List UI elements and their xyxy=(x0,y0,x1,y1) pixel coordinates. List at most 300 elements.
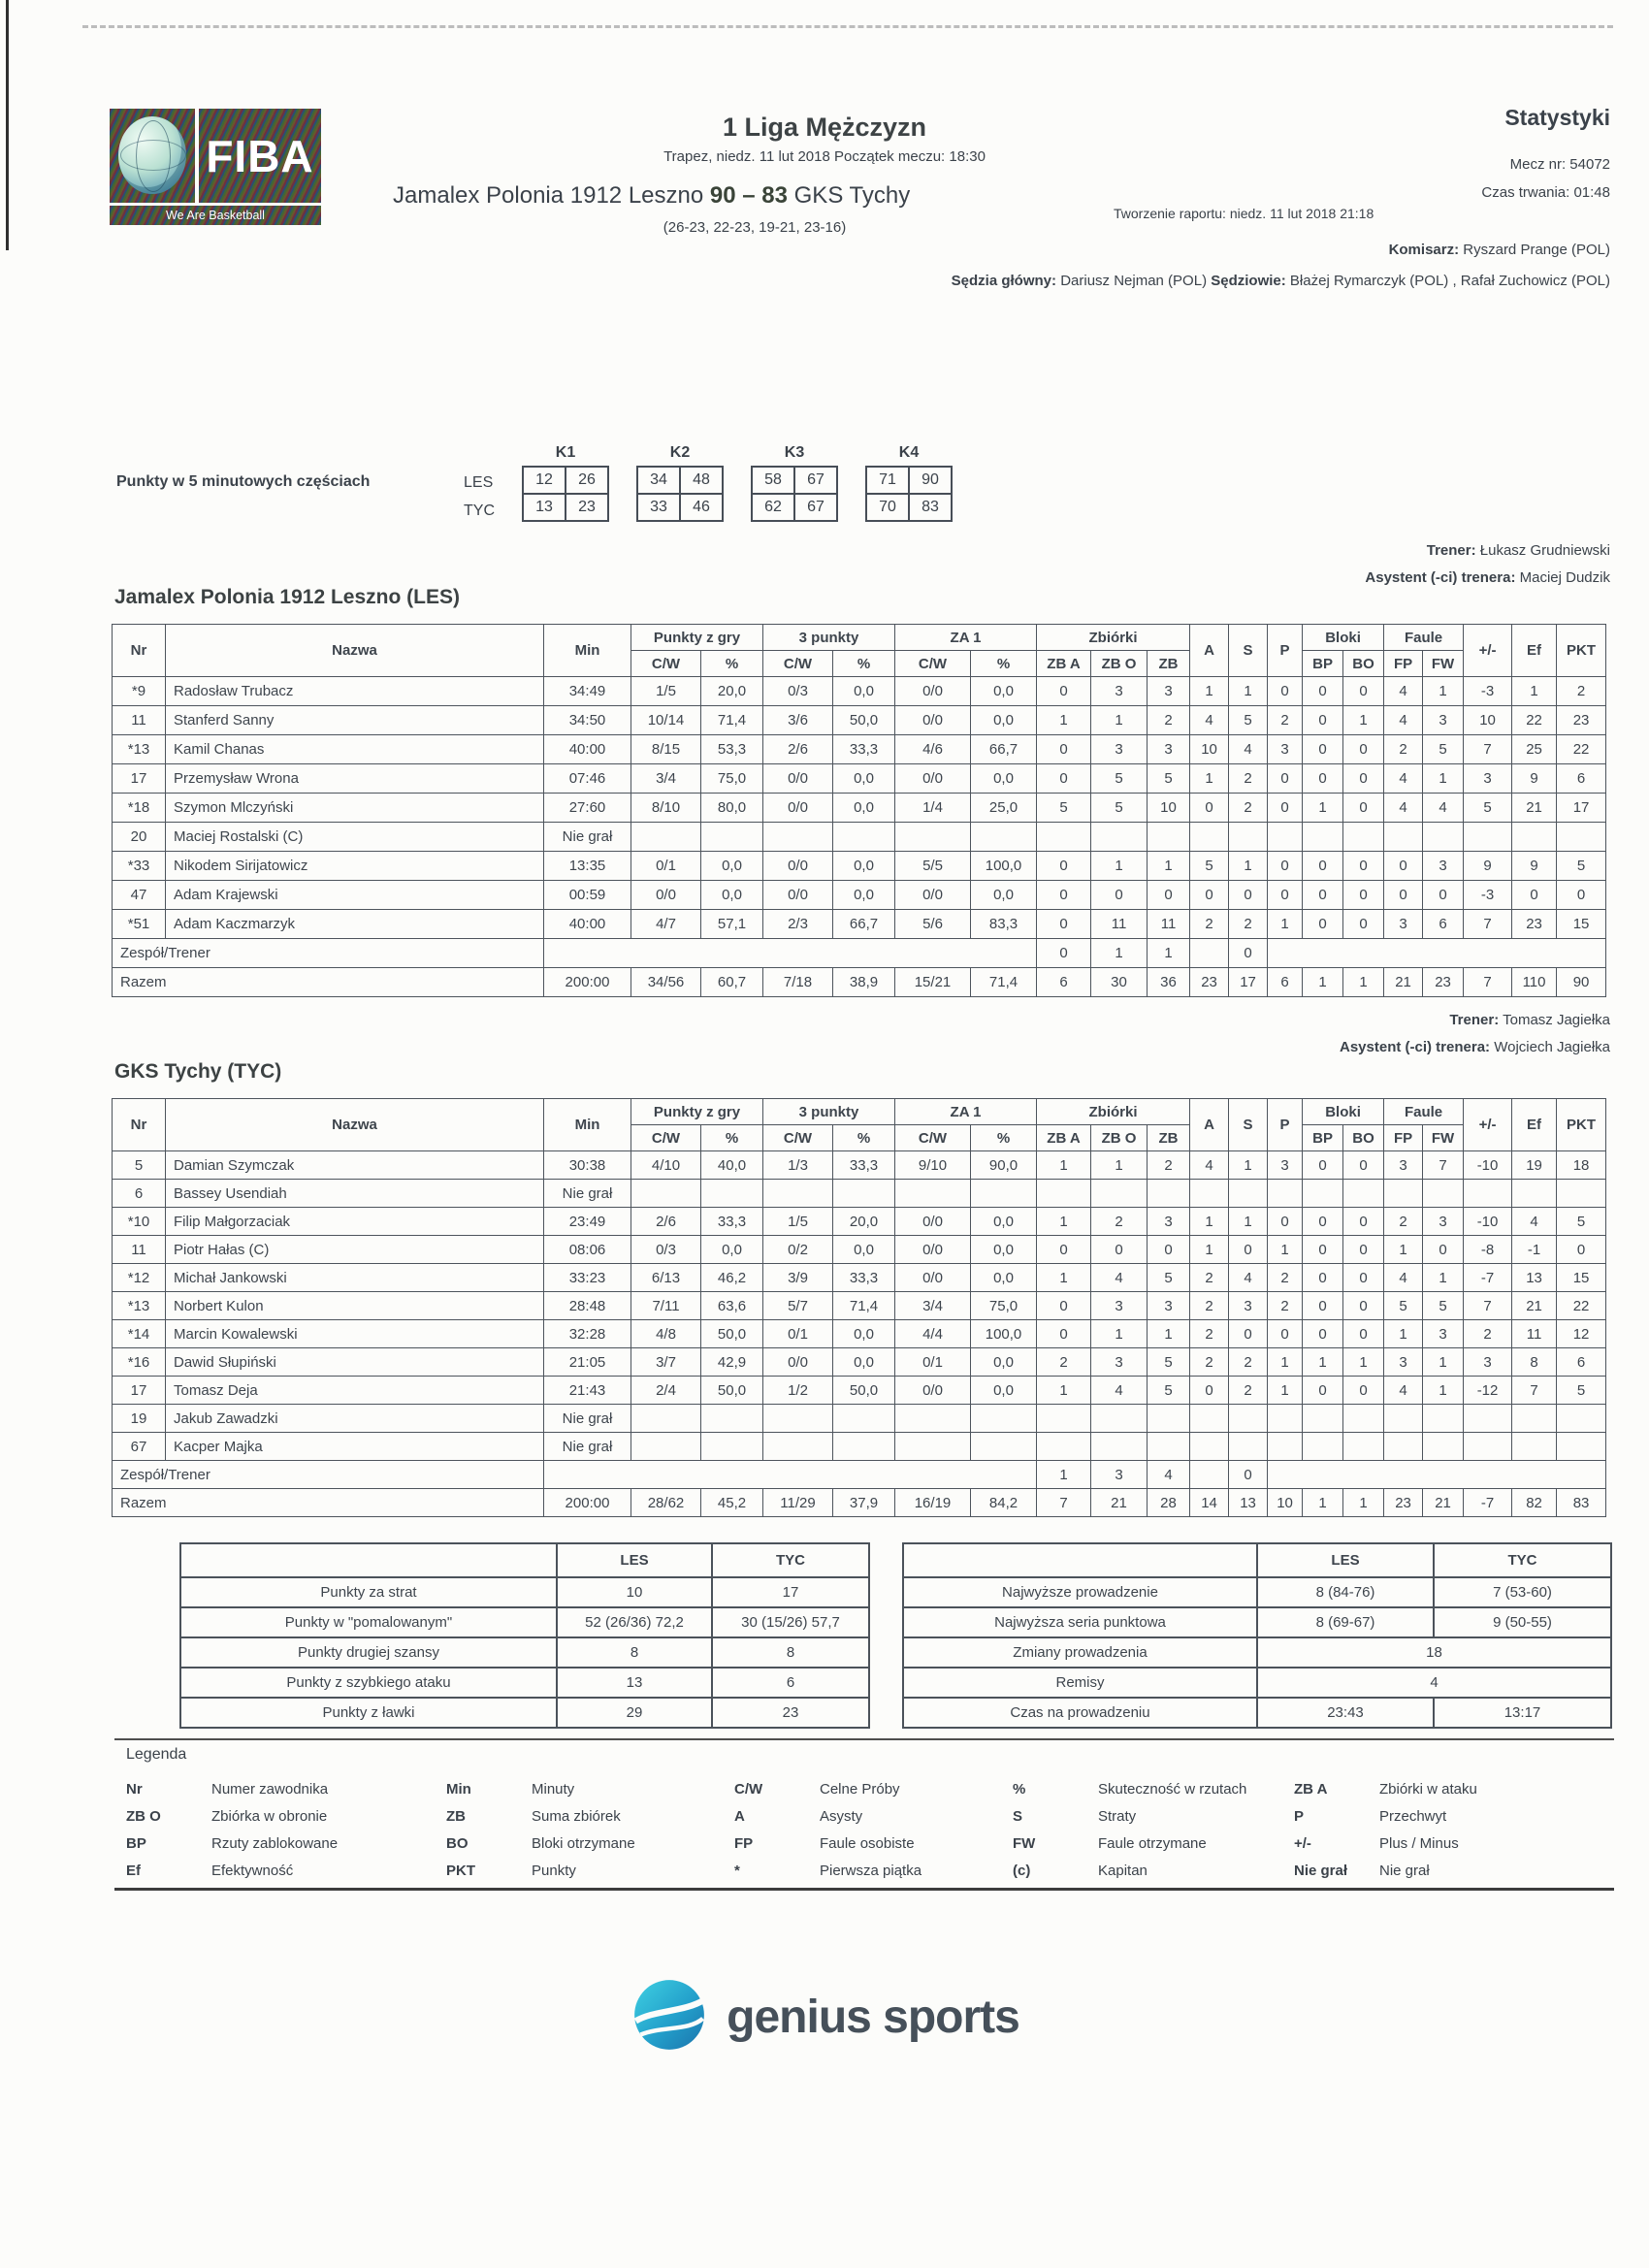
player-row xyxy=(113,1236,1606,1264)
stat-cell: 5 xyxy=(1091,764,1148,794)
stat-header-cell: A xyxy=(1190,625,1229,677)
coach-line-tyc xyxy=(1449,1012,1610,1028)
stat-cell: 0/1 xyxy=(763,1320,833,1348)
stat-header-cell: Ef xyxy=(1512,625,1557,677)
stat-cell: 4 xyxy=(1384,794,1423,823)
stat-cell: 4 xyxy=(1190,706,1229,735)
coach-line-les xyxy=(1427,542,1610,559)
stat-cell: 1 xyxy=(1091,939,1148,968)
legend-desc: Zbiórka w obronie xyxy=(211,1807,328,1825)
assistant-line-les xyxy=(1365,569,1610,586)
stat-cell: 1 xyxy=(1343,1489,1384,1517)
stat-cell: 2 xyxy=(1229,1377,1268,1405)
commissioner-name: Ryszard Prange (POL) xyxy=(1463,242,1610,258)
stat-header-cell: BO xyxy=(1343,651,1384,677)
stat-cell: 84,2 xyxy=(971,1489,1037,1517)
stat-cell: 0,0 xyxy=(971,706,1037,735)
stat-cell: 3 xyxy=(1229,1292,1268,1320)
stat-cell: 0,0 xyxy=(833,1348,895,1377)
stat-cell: 0/0 xyxy=(763,1348,833,1377)
legend-desc: Straty xyxy=(1098,1807,1137,1825)
stat-cell: 7 xyxy=(1423,1151,1464,1180)
player-row xyxy=(113,881,1606,910)
legend-abbr: BO xyxy=(446,1834,469,1852)
stat-cell: 23 xyxy=(1512,910,1557,939)
stat-cell: 0 xyxy=(1229,881,1268,910)
stat-cell: 71,4 xyxy=(833,1292,895,1320)
legend-desc: Przechwyt xyxy=(1379,1807,1447,1825)
stat-cell: 20,0 xyxy=(833,1208,895,1236)
stat-cell: 0 xyxy=(1343,910,1384,939)
stat-cell: 3 xyxy=(1091,735,1148,764)
stat-cell: 23 xyxy=(1190,968,1229,997)
stat-header-cell: Min xyxy=(544,625,631,677)
stat-cell xyxy=(1464,1433,1512,1461)
stat-cell: Nie grał xyxy=(544,1405,631,1433)
stat-cell xyxy=(631,1180,701,1208)
stat-cell: 1 xyxy=(1229,852,1268,881)
stat-cell: 2/6 xyxy=(763,735,833,764)
stat-cell: 3 xyxy=(1091,1461,1148,1489)
stat-cell: 0 xyxy=(1343,1292,1384,1320)
match-duration: Czas trwania: 01:48 xyxy=(1481,184,1610,201)
fiba-tagline: We Are Basketball xyxy=(110,206,321,225)
stat-cell: 3/9 xyxy=(763,1264,833,1292)
stat-cell xyxy=(1268,823,1303,852)
stat-cell: 1 xyxy=(1037,1151,1091,1180)
period-cell: 13 xyxy=(523,494,566,521)
stat-cell: 3 xyxy=(1091,677,1148,706)
stat-cell: 5 xyxy=(1557,1377,1606,1405)
fiba-wordmark: FIBA xyxy=(206,130,314,181)
legend-abbr: FW xyxy=(1013,1834,1036,1852)
stat-cell: 3 xyxy=(1384,1151,1423,1180)
period-row xyxy=(523,467,608,494)
stat-cell xyxy=(1343,1405,1384,1433)
legend-abbr: C/W xyxy=(734,1780,763,1798)
legend-abbr: Nr xyxy=(126,1780,143,1798)
comparison-value: 8 (69-67) xyxy=(1257,1607,1434,1637)
player-name: Michał Jankowski xyxy=(166,1264,544,1292)
stat-cell: 11 xyxy=(1148,910,1190,939)
stat-cell: 6 xyxy=(1037,968,1091,997)
stat-cell: 5 xyxy=(1557,1208,1606,1236)
stat-header-cell: 3 punkty xyxy=(763,625,895,651)
stat-cell xyxy=(544,939,1037,968)
player-number: 17 xyxy=(113,764,166,794)
stat-cell: 1 xyxy=(1148,852,1190,881)
stat-header-cell: Faule xyxy=(1384,625,1464,651)
stat-cell: 40,0 xyxy=(701,1151,763,1180)
player-name: Maciej Rostalski (C) xyxy=(166,823,544,852)
stat-cell: 17 xyxy=(1229,968,1268,997)
legend-abbr: (c) xyxy=(1013,1862,1031,1879)
stat-cell xyxy=(895,1405,971,1433)
stat-cell: 3 xyxy=(1091,1292,1148,1320)
stat-cell: 3 xyxy=(1423,852,1464,881)
comparison-row xyxy=(903,1577,1611,1607)
stat-cell: 1 xyxy=(1303,1348,1343,1377)
stat-cell: 34:49 xyxy=(544,677,631,706)
legend-desc: Rzuty zablokowane xyxy=(211,1834,339,1852)
stat-cell: 8/15 xyxy=(631,735,701,764)
totals-row xyxy=(113,968,1606,997)
stat-header-cell: +/- xyxy=(1464,625,1512,677)
stat-cell: 2 xyxy=(1464,1320,1512,1348)
stat-cell: 4 xyxy=(1148,1461,1190,1489)
stat-cell xyxy=(1190,1461,1229,1489)
stat-header-cell: ZA 1 xyxy=(895,625,1037,651)
stat-cell: 3 xyxy=(1464,1348,1512,1377)
coach-label: Trener: xyxy=(1449,1012,1500,1028)
team-heading-tyc: GKS Tychy (TYC) xyxy=(114,1060,282,1083)
period-cell: 58 xyxy=(752,467,794,494)
stat-cell xyxy=(1190,1180,1229,1208)
stat-cell: 11 xyxy=(1512,1320,1557,1348)
stat-cell xyxy=(971,823,1037,852)
stat-cell xyxy=(631,1405,701,1433)
stat-header-cell: FP xyxy=(1384,1125,1423,1151)
stat-cell: 21 xyxy=(1512,1292,1557,1320)
player-number: *14 xyxy=(113,1320,166,1348)
stat-cell xyxy=(1229,1180,1268,1208)
stat-cell: 0 xyxy=(1229,939,1268,968)
stat-cell: 3 xyxy=(1464,764,1512,794)
player-name: Radosław Trubacz xyxy=(166,677,544,706)
assistant-name: Maciej Dudzik xyxy=(1519,569,1610,586)
player-name: Norbert Kulon xyxy=(166,1292,544,1320)
legend-abbr: Nie grał xyxy=(1294,1862,1348,1879)
stat-cell xyxy=(701,1405,763,1433)
player-number: 11 xyxy=(113,1236,166,1264)
stat-cell: Nie grał xyxy=(544,823,631,852)
period-score-table xyxy=(865,466,953,522)
stat-header-row xyxy=(113,625,1606,651)
player-number: 20 xyxy=(113,823,166,852)
stat-cell: 1 xyxy=(1190,764,1229,794)
stat-cell: 0,0 xyxy=(971,677,1037,706)
stat-cell: 0 xyxy=(1343,764,1384,794)
stat-cell: 0,0 xyxy=(701,1236,763,1264)
stat-cell: 0/0 xyxy=(895,1208,971,1236)
comparison-team-header: TYC xyxy=(712,1543,869,1577)
legend-item xyxy=(1294,1857,1604,1884)
stat-cell: 33,3 xyxy=(833,1151,895,1180)
stat-cell: 0 xyxy=(1037,910,1091,939)
period-row xyxy=(752,467,837,494)
totals-label: Razem xyxy=(113,1489,544,1517)
comparison-value: 9 (50-55) xyxy=(1434,1607,1611,1637)
stat-header-cell: C/W xyxy=(763,651,833,677)
stat-cell: 2/4 xyxy=(631,1377,701,1405)
stat-header-cell: C/W xyxy=(631,651,701,677)
stat-cell xyxy=(1229,1405,1268,1433)
stat-cell xyxy=(1091,1433,1148,1461)
stat-cell: 90 xyxy=(1557,968,1606,997)
legend-item xyxy=(126,1802,446,1830)
stat-cell: 0,0 xyxy=(833,764,895,794)
stat-cell: 3 xyxy=(1148,735,1190,764)
stat-header-cell: % xyxy=(701,1125,763,1151)
stat-cell xyxy=(1303,823,1343,852)
stat-cell: 1/5 xyxy=(763,1208,833,1236)
stat-cell: -7 xyxy=(1464,1489,1512,1517)
stat-cell: -1 xyxy=(1512,1236,1557,1264)
stat-cell: -10 xyxy=(1464,1151,1512,1180)
stat-cell: 0 xyxy=(1037,764,1091,794)
stat-cell: 1 xyxy=(1343,968,1384,997)
stat-cell: 0/3 xyxy=(763,677,833,706)
stat-cell: 3 xyxy=(1423,706,1464,735)
legend-item xyxy=(1013,1802,1294,1830)
stat-cell: 4/7 xyxy=(631,910,701,939)
comparison-label: Punkty drugiej szansy xyxy=(180,1637,557,1668)
stat-cell: 82 xyxy=(1512,1489,1557,1517)
stat-cell: 1 xyxy=(1037,706,1091,735)
stat-cell: 18 xyxy=(1557,1151,1606,1180)
period-cell: 12 xyxy=(523,467,566,494)
stat-header-cell: Bloki xyxy=(1303,1099,1384,1125)
comparison-value: 18 xyxy=(1257,1637,1611,1668)
stat-cell: 4 xyxy=(1190,1151,1229,1180)
stat-cell: 2 xyxy=(1148,1151,1190,1180)
stat-cell xyxy=(1384,1405,1423,1433)
stat-cell: 21 xyxy=(1423,1489,1464,1517)
comparison-label: Punkty z ławki xyxy=(180,1698,557,1728)
stat-cell: 33,3 xyxy=(833,1264,895,1292)
comparison-row xyxy=(180,1577,869,1607)
comparison-value: 52 (26/36) 72,2 xyxy=(557,1607,712,1637)
period-cell: 23 xyxy=(566,494,608,521)
stat-cell xyxy=(1464,1180,1512,1208)
stat-cell: 3 xyxy=(1148,1292,1190,1320)
player-row xyxy=(113,706,1606,735)
stat-cell: 0/0 xyxy=(895,1264,971,1292)
comparison-row xyxy=(180,1637,869,1668)
stat-cell xyxy=(1343,1180,1384,1208)
comparison-header-row xyxy=(180,1543,869,1577)
stat-cell: 21:43 xyxy=(544,1377,631,1405)
stat-cell xyxy=(895,1180,971,1208)
stat-cell: 7 xyxy=(1464,1292,1512,1320)
player-number: *33 xyxy=(113,852,166,881)
stat-cell: 0 xyxy=(1423,881,1464,910)
stat-cell: 3 xyxy=(1091,1348,1148,1377)
stat-cell: 0,0 xyxy=(833,1320,895,1348)
stat-cell: 50,0 xyxy=(833,1377,895,1405)
player-row xyxy=(113,1348,1606,1377)
stat-cell: 1 xyxy=(1091,1151,1148,1180)
stat-cell: 66,7 xyxy=(833,910,895,939)
stat-cell: 1 xyxy=(1091,852,1148,881)
stat-cell: 2 xyxy=(1229,764,1268,794)
stat-cell: 7 xyxy=(1037,1489,1091,1517)
stat-cell: 2 xyxy=(1384,1208,1423,1236)
comparison-value: 4 xyxy=(1257,1668,1611,1698)
stat-cell: 28 xyxy=(1148,1489,1190,1517)
stat-cell: 13 xyxy=(1512,1264,1557,1292)
player-row xyxy=(113,794,1606,823)
stat-cell: 28/62 xyxy=(631,1489,701,1517)
stat-cell: 0/3 xyxy=(631,1236,701,1264)
stat-cell: 0 xyxy=(1268,677,1303,706)
stat-header-cell: FP xyxy=(1384,651,1423,677)
stat-cell: 0,0 xyxy=(833,794,895,823)
stat-cell: 4/6 xyxy=(895,735,971,764)
player-row xyxy=(113,1405,1606,1433)
stat-cell: 23 xyxy=(1384,1489,1423,1517)
legend-item xyxy=(446,1830,734,1857)
comparison-table-points xyxy=(179,1542,870,1729)
stat-cell: 0 xyxy=(1148,881,1190,910)
stat-cell: 0 xyxy=(1229,1236,1268,1264)
player-number: 5 xyxy=(113,1151,166,1180)
period-row xyxy=(523,494,608,521)
stat-cell: 0 xyxy=(1343,1377,1384,1405)
stat-cell: 0 xyxy=(1268,852,1303,881)
stat-header-cell: Nr xyxy=(113,1099,166,1151)
stat-cell xyxy=(1268,1405,1303,1433)
stat-cell: 0 xyxy=(1037,939,1091,968)
stat-cell xyxy=(1190,1405,1229,1433)
stat-cell: 1 xyxy=(1037,1208,1091,1236)
stat-cell: 75,0 xyxy=(971,1292,1037,1320)
stat-cell: 13 xyxy=(1229,1489,1268,1517)
stat-cell: 1 xyxy=(1384,1236,1423,1264)
stat-header-cell: +/- xyxy=(1464,1099,1512,1151)
stat-cell: 6 xyxy=(1557,1348,1606,1377)
stat-header-cell: C/W xyxy=(895,651,971,677)
stat-cell: 0,0 xyxy=(701,881,763,910)
comparison-value: 23 xyxy=(712,1698,869,1728)
comparison-empty-header xyxy=(903,1543,1257,1577)
stat-cell: 34:50 xyxy=(544,706,631,735)
stat-cell: 6 xyxy=(1268,968,1303,997)
stat-cell: 14 xyxy=(1190,1489,1229,1517)
stat-cell: 21 xyxy=(1091,1489,1148,1517)
stat-cell: 6 xyxy=(1423,910,1464,939)
stat-cell: 0/0 xyxy=(631,881,701,910)
stat-cell: 0 xyxy=(1037,852,1091,881)
legend-desc: Nie grał xyxy=(1379,1862,1430,1879)
player-number: *16 xyxy=(113,1348,166,1377)
stat-cell: 1 xyxy=(1229,1208,1268,1236)
stat-cell: 4 xyxy=(1384,1264,1423,1292)
comparison-value: 7 (53-60) xyxy=(1434,1577,1611,1607)
home-team-name: Jamalex Polonia 1912 Leszno xyxy=(393,182,704,209)
stat-cell xyxy=(971,1180,1037,1208)
venue-date: Trapez, niedz. 11 lut 2018 Początek meczu: 18:30 xyxy=(663,148,986,165)
stat-cell xyxy=(763,823,833,852)
stat-cell: 19 xyxy=(1512,1151,1557,1180)
stat-cell xyxy=(1557,823,1606,852)
stat-cell: 0,0 xyxy=(971,1348,1037,1377)
stat-cell: 07:46 xyxy=(544,764,631,794)
stat-cell: 2 xyxy=(1268,706,1303,735)
comparison-value: 8 xyxy=(712,1637,869,1668)
stat-header-cell: ZB xyxy=(1148,651,1190,677)
player-name: Tomasz Deja xyxy=(166,1377,544,1405)
stat-cell xyxy=(1303,1405,1343,1433)
stat-cell: 3 xyxy=(1148,1208,1190,1236)
period-cell: 34 xyxy=(637,467,680,494)
stat-cell: 7 xyxy=(1512,1377,1557,1405)
stat-cell: 2 xyxy=(1091,1208,1148,1236)
legend-desc: Faule osobiste xyxy=(820,1834,915,1852)
player-number: *51 xyxy=(113,910,166,939)
stat-cell: 10 xyxy=(1148,794,1190,823)
stat-cell: 9 xyxy=(1512,764,1557,794)
stat-cell: 0 xyxy=(1557,881,1606,910)
stat-cell: 3/4 xyxy=(631,764,701,794)
stat-cell xyxy=(1557,1180,1606,1208)
referees-line xyxy=(952,273,1610,289)
legend-desc: Zbiórki w ataku xyxy=(1379,1780,1477,1798)
player-row xyxy=(113,852,1606,881)
stat-cell: 0 xyxy=(1229,1461,1268,1489)
stat-cell: 2 xyxy=(1384,735,1423,764)
stat-cell xyxy=(1037,1405,1091,1433)
stat-header-cell: S xyxy=(1229,625,1268,677)
stat-cell: 5 xyxy=(1423,735,1464,764)
stat-cell: 0 xyxy=(1343,1208,1384,1236)
stat-cell: 2 xyxy=(1557,677,1606,706)
stat-cell: 3 xyxy=(1423,1208,1464,1236)
assistant-line-tyc xyxy=(1340,1039,1610,1055)
stat-cell: 21 xyxy=(1512,794,1557,823)
stat-cell xyxy=(1384,1180,1423,1208)
stat-cell xyxy=(1384,823,1423,852)
player-row xyxy=(113,1180,1606,1208)
legend-desc: Kapitan xyxy=(1098,1862,1148,1879)
stat-cell: 3 xyxy=(1268,735,1303,764)
stat-cell: 17 xyxy=(1557,794,1606,823)
stat-header-cell: ZB A xyxy=(1037,651,1091,677)
assistant-label: Asystent (-ci) trenera: xyxy=(1365,569,1516,586)
stat-cell xyxy=(1557,1405,1606,1433)
legend-desc: Minuty xyxy=(532,1780,575,1798)
team-heading-les: Jamalex Polonia 1912 Leszno (LES) xyxy=(114,586,460,608)
legend-desc: Punkty xyxy=(532,1862,576,1879)
stat-cell: 10/14 xyxy=(631,706,701,735)
stat-cell: 75,0 xyxy=(701,764,763,794)
globe-icon xyxy=(118,116,186,194)
stat-cell: 0 xyxy=(1303,1208,1343,1236)
stat-cell: 2 xyxy=(1190,1292,1229,1320)
stat-header-cell: 3 punkty xyxy=(763,1099,895,1125)
stat-header-cell: % xyxy=(833,1125,895,1151)
stat-cell: 11 xyxy=(1091,910,1148,939)
final-score: 90 – 83 xyxy=(709,182,788,209)
stat-cell: 0 xyxy=(1303,1151,1343,1180)
legend-item xyxy=(446,1857,734,1884)
player-row xyxy=(113,910,1606,939)
stat-cell: 0,0 xyxy=(833,677,895,706)
legend-desc: Pierwsza piątka xyxy=(820,1862,922,1879)
legend-item xyxy=(734,1775,1013,1802)
comparison-value: 17 xyxy=(712,1577,869,1607)
stat-cell: 1 xyxy=(1303,968,1343,997)
comparison-label: Najwyższa seria punktowa xyxy=(903,1607,1257,1637)
stat-cell: -8 xyxy=(1464,1236,1512,1264)
stat-cell: 5 xyxy=(1229,706,1268,735)
period-cell: 67 xyxy=(794,467,837,494)
player-name: Adam Krajewski xyxy=(166,881,544,910)
stat-cell: 71,4 xyxy=(701,706,763,735)
stat-cell: 5 xyxy=(1464,794,1512,823)
stat-cell: 23:49 xyxy=(544,1208,631,1236)
stat-cell xyxy=(1303,1180,1343,1208)
